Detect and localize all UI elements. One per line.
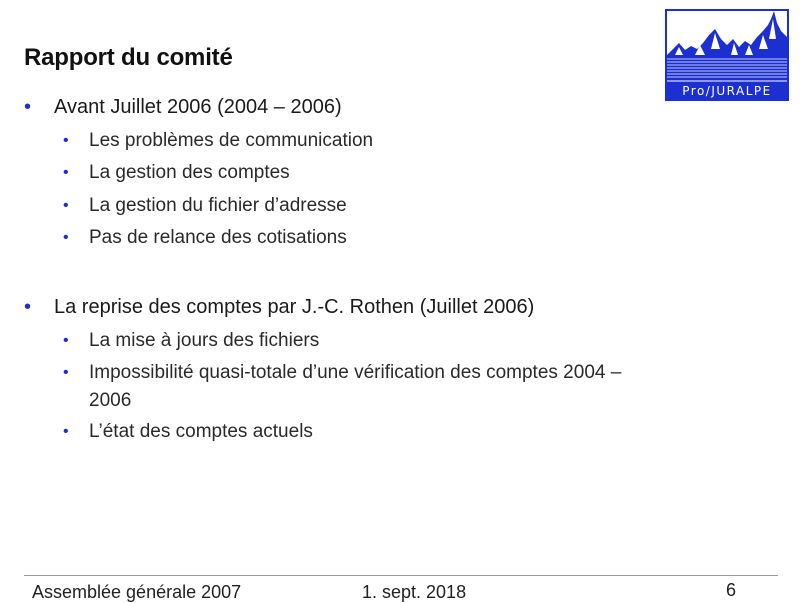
section-heading-text: La reprise des comptes par J.-C. Rothen (Juillet 2006)	[54, 296, 535, 318]
list-item	[63, 130, 374, 152]
list-item	[63, 162, 290, 184]
footer-divider	[24, 575, 778, 576]
section-heading-text: Avant Juillet 2006 (2004 – 2006)	[54, 96, 342, 118]
bullet-icon: •	[63, 197, 69, 214]
bullet-icon: •	[63, 132, 69, 149]
list-item-text: Impossibilité quasi-totale d’une vérification des comptes 2004 –	[89, 362, 622, 383]
list-item	[63, 195, 347, 217]
logo-text: Pro/JURALPE	[682, 84, 772, 98]
bullet-icon: •	[63, 164, 69, 181]
bullet-icon: •	[24, 296, 32, 318]
section-heading	[24, 96, 342, 119]
footer-date: 1. sept. 2018	[362, 582, 467, 602]
bullet-icon: •	[63, 364, 69, 381]
bullet-icon: •	[63, 332, 69, 349]
section-heading	[24, 296, 535, 319]
list-item-text: La gestion des comptes	[89, 162, 290, 183]
bullet-icon: •	[63, 229, 69, 246]
list-item	[63, 227, 347, 249]
list-item-continuation	[89, 390, 131, 412]
list-item	[63, 330, 320, 352]
list-item	[63, 421, 313, 443]
page-number: 6	[726, 580, 737, 600]
pro-juralpe-logo	[665, 9, 789, 101]
list-item-text: Les problèmes de communication	[89, 130, 374, 151]
list-item-text: La gestion du fichier d’adresse	[89, 195, 347, 216]
list-item-text: La mise à jours des fichiers	[89, 330, 320, 351]
bullet-icon: •	[63, 423, 69, 440]
bullet-icon: •	[24, 96, 32, 118]
list-item	[63, 362, 622, 384]
list-item-text: 2006	[89, 390, 132, 411]
slide-title: Rapport du comité	[24, 44, 233, 71]
footer-left-text: Assemblée générale 2007	[32, 582, 242, 602]
list-item-text: L’état des comptes actuels	[89, 421, 313, 442]
list-item-text: Pas de relance des cotisations	[89, 227, 347, 248]
